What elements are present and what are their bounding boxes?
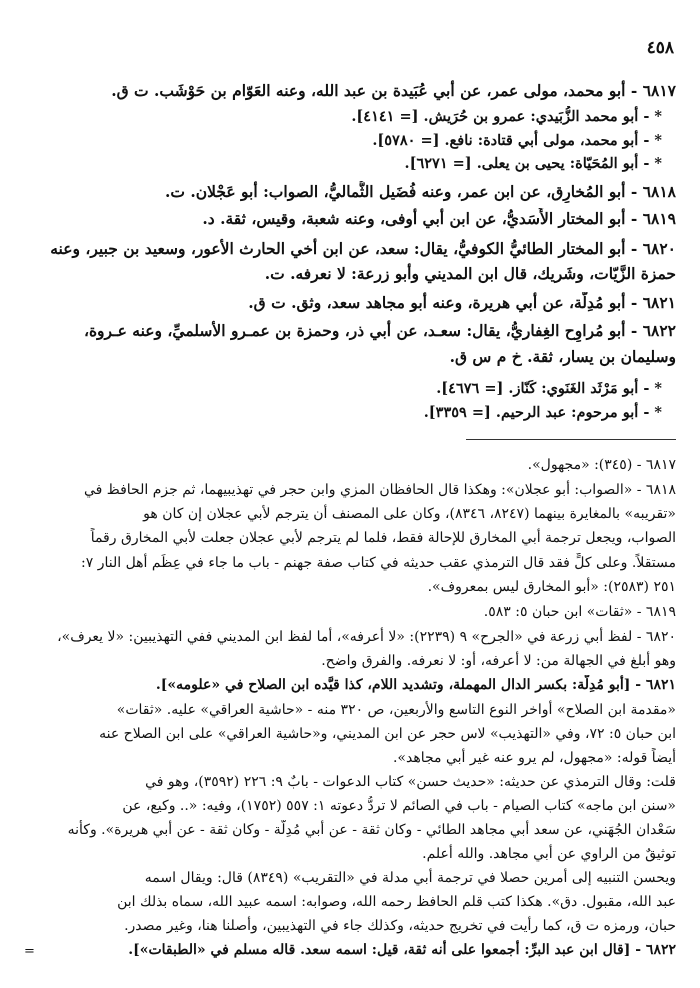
footnote-line: ٦٨٢٠ - لفظ أبي زرعة في «الجرح» ٩ (٢٢٣٩): «لا أعرفه»، أما لفظ ابن المديني ففي التهذيبين: «لا يعرف»،	[57, 629, 676, 645]
cross-ref-line: * - أبو مرحوم: عبد الرحيم. [= ٣٣٥٩].	[423, 404, 662, 421]
footnote-line: ٢٥١ (٢٥٨٣): «أبو المخارق ليس بمعروف».	[427, 579, 676, 595]
footnote-line: ٦٨١٧ - (٣٤٥): «مجهول».	[527, 457, 676, 473]
cross-ref-line: * - أبو محمد، مولى أبي قتادة: نافع. [= ٥٧٨٠].	[372, 132, 662, 149]
entry-6822: ٦٨٢٢ - أبو مُراوِح الغِفاريُّ، يقال: سعـد، عن أبي ذر، وحمزة بن عمـرو الأسلميِّ، وعنه عـروة،	[83, 321, 676, 340]
margin-mark: =	[24, 944, 35, 959]
entry-6821: ٦٨٢١ - أبو مُدِلَّة، عن أبي هريرة، وعنه أبو مجاهد سعد، وثق. ت ق.	[248, 293, 676, 312]
entry-6820-cont: حمزة الزَّيّات، وشَريك، قال ابن المديني وأبو زرعة: لا نعرفه. ت.	[264, 264, 676, 283]
entry-6817: ٦٨١٧ - أبو محمد، مولى عمر، عن أبي عُبَيدة بن عبد الله، وعنه العَوّام بن حَوْشَب. ت ق.	[111, 81, 676, 100]
cross-ref-line: * - أبو المُحَيّاة: يحيى بن يعلى. [= ٦٢٧١].	[404, 155, 662, 172]
footnote-line: الصواب، ويجعل ترجمة أبي المخارق للإحالة فقط، فلما لم يترجم لأبي عجلان جعلت لأبي المخارق رقماً	[90, 530, 676, 546]
footnote-line: «سنن ابن ماجه» كتاب الصيام - باب في الصائم لا تردُّ دعوته ١: ٥٥٧ (١٧٥٢)، وفيه: «.. وكيع، عن	[122, 798, 676, 814]
cross-ref-line: * - أبو محمد الزُّبَيدي: عمرو بن حُرَيش. [= ٤١٤١].	[351, 108, 662, 125]
entry-6820: ٦٨٢٠ - أبو المختار الطائيُّ الكوفيُّ، يقال: سعد، عن ابن أخي الحارث الأعور، وسعيد بن جبير، وعنه	[50, 239, 676, 258]
footnote-line: عبد الله، مقبول. دق». هكذا كتب قلم الحافظ رحمه الله، وصوابه: اسمه عبيد الله، سماه بذلك ابن	[117, 894, 676, 910]
cross-ref-line: * - أبو مَرْثَد الغَنَوي: كَنّاز. [= ٤٦٧٦].	[436, 380, 662, 397]
footnote-line: وهو أبلغ في الجهالة من: لا أعرفه، أو: لا نعرفه. والفرق واضح.	[321, 653, 676, 669]
footnote-line: مستقلاً. وعلى كلٍّ فقد قال الترمذي عقب حديثه في كتاب صفة جهنم - باب ما جاء في عِظَم أهل النار ٧:	[81, 555, 676, 571]
footnote-divider	[466, 439, 676, 440]
entry-6822-cont: وسليمان بن يسار، ثقة. خ م س ق.	[449, 347, 676, 366]
page-number: ٤٥٨	[646, 38, 674, 58]
footnote-line: «تقريبه» بالمغايرة بينهما (٨٢٤٧، ٨٣٤٦)، وكان على المصنف أن يترجم لأبي عجلان إن كان هو	[143, 506, 676, 522]
footnote-line: «مقدمة ابن الصلاح» أواخر النوع التاسع والأربعين، ص ٣٢٠ منه - «حاشية العراقي» عليه. «ثقات»	[116, 702, 676, 718]
footnote-line: ٦٨٢١ - [أبو مُدِلَّة: بكسر الدال المهملة، وتشديد اللام، كذا قيَّده ابن الصلاح في «علومه»].	[155, 677, 676, 693]
entry-6819: ٦٨١٩ - أبو المختار الأَسَديُّ، عن ابن أبي أوفى، وعنه شعبة، وقيس، ثقة. د.	[202, 209, 676, 228]
footnote-line: ويحسن التنبيه إلى أمرين حصلا في ترجمة أبي مدلة في «التقريب» (٨٣٤٩) قال: ويقال اسمه	[144, 870, 676, 886]
footnote-line: ٦٨١٨ - «الصواب: أبو عجلان»: وهكذا قال الحافظان المزي وابن حجر في تهذيبيهما، ثم جزم الحافظ في	[84, 482, 676, 498]
footnote-line: حبان، ورمزه ت ق، كما رأيت في تخريج حديثه، وكذلك جاء في التهذيبين، وأصلنا هنا، وغير مصدر.	[124, 918, 676, 934]
footnote-line: توثيقٌ من الراوي عن أبي مجاهد. والله أعلم.	[422, 846, 676, 862]
footnote-line: قلت: وقال الترمذي عن حديثه: «حديث حسن» كتاب الدعوات - بابٌ ٩: ٢٢٦ (٣٥٩٢)، وهو في	[145, 774, 676, 790]
footnote-line: أيضاً قوله: «مجهول، لم يرو عنه غير أبي مجاهد».	[392, 750, 676, 766]
footnote-line: ابن حبان ٥: ٧٢، وفي «التهذيب» لاس حجر عن ابن المديني، و«حاشية العراقي» على ابن الصلاح عنه	[99, 726, 676, 742]
footnote-line: ٦٨٢٢ - [قال ابن عبد البرِّ: أجمعوا على أنه ثقة، قيل: اسمه سعد. قاله مسلم في «الطبقات»].	[128, 942, 676, 958]
footnote-line: ٦٨١٩ - «ثقات» ابن حبان ٥: ٥٨٣.	[483, 604, 676, 620]
entry-6818: ٦٨١٨ - أبو المُخارِق، عن ابن عمر، وعنه فُضَيل الثُّماليُّ، الصواب: أبو عَجْلان. ت.	[164, 182, 676, 201]
footnote-line: سَعْدان الجُهَني، عن سعد أبي مجاهد الطائي - وكان ثقة - عن أبي مُدِلَّة - وكان ثقة - عن أبي هريرة». وكأنه	[67, 822, 676, 838]
